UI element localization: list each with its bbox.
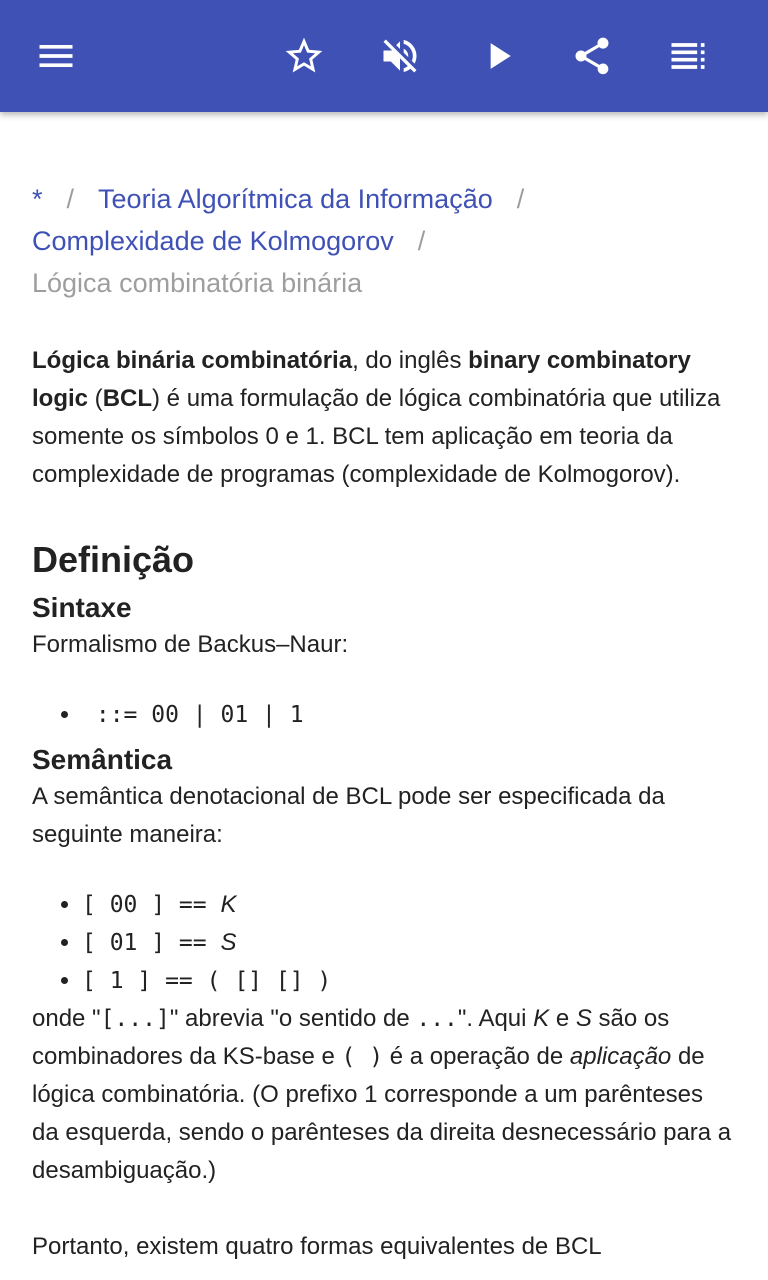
english-term-bold: binary combinatory logic (32, 347, 691, 412)
sintaxe-text: Formalismo de Backus–Naur: (32, 631, 349, 658)
app-toolbar (0, 0, 768, 112)
text: de lógica combinatória. (O prefixo 1 corresponde a um parênteses da esquerda, sendo o parênteses da direita desnecessário para a desambiguação.) (32, 1043, 732, 1184)
intro-paragraph (32, 342, 732, 494)
breadcrumb-link-kolmogorov[interactable]: Complexidade de Kolmogorov (32, 226, 394, 256)
bookmark-button[interactable] (274, 26, 334, 86)
breadcrumb-separator: / (516, 184, 525, 214)
text: onde " (32, 1005, 101, 1032)
list-item (82, 962, 732, 1000)
breadcrumb-separator: / (417, 226, 426, 256)
breadcrumb-current: Lógica combinatória binária (32, 268, 363, 298)
menu-button[interactable] (26, 26, 86, 86)
breadcrumb-link-root[interactable]: * (32, 184, 43, 214)
inline-code: ... (416, 1006, 458, 1032)
semantic-rule-code: [ 00 ] == (82, 892, 221, 918)
text: e (549, 1005, 576, 1032)
article-content (32, 112, 732, 1266)
share-button[interactable] (562, 26, 622, 86)
mute-button[interactable] (370, 26, 430, 86)
abbr-bold: BCL (102, 385, 153, 412)
volume-off-icon (378, 34, 422, 78)
combinator-symbol: K (220, 891, 237, 918)
share-icon (570, 34, 614, 78)
syntax-rule-code: ::= 00 | 01 | 1 (82, 702, 304, 728)
play-icon (476, 34, 520, 78)
semantic-rule-code: [ 01 ] == (82, 930, 221, 956)
play-button[interactable] (468, 26, 528, 86)
intro-text: , do inglês (352, 347, 469, 374)
text: são os combinadores da KS-base e (32, 1005, 670, 1070)
section-heading-definicao: Definição (32, 539, 195, 580)
text: é a operação de (383, 1043, 570, 1070)
breadcrumb-separator: / (66, 184, 75, 214)
subsection-heading-semantica: Semântica (32, 744, 173, 775)
inline-code: [...] (100, 1006, 170, 1032)
next-paragraph: Portanto, existem quatro formas equivalentes de BCL (32, 1233, 602, 1260)
intro-text: ( (88, 385, 103, 412)
symbol-k: K (533, 1005, 550, 1032)
subsection-heading-sintaxe: Sintaxe (32, 592, 132, 623)
semantics-list (32, 886, 732, 1000)
list-item (82, 696, 732, 734)
combinator-symbol: S (220, 929, 237, 956)
breadcrumb-link-teoria[interactable]: Teoria Algorítmica da Informação (98, 184, 493, 214)
list-item (82, 924, 732, 962)
intro-text: ) é uma formulação de lógica combinatória que utiliza somente os símbolos 0 e 1. BCL tem aplicação em teoria da complexidade de programas (complexidade de Kolmogorov). (32, 385, 721, 488)
contents-button[interactable] (658, 26, 718, 86)
list-item (82, 886, 732, 924)
spacer (32, 854, 732, 886)
semantic-rule-code: [ 1 ] == ( [] [] ) (82, 968, 332, 994)
text: ". Aqui (457, 1005, 534, 1032)
star-icon (282, 34, 326, 78)
text: " abrevia "o sentido de (169, 1005, 417, 1032)
term-bold: Lógica binária combinatória (32, 347, 353, 374)
menu-icon (34, 34, 78, 78)
syntax-list (32, 696, 732, 734)
playlist-icon (666, 34, 710, 78)
breadcrumb (32, 178, 732, 304)
inline-code: ( ) (341, 1044, 384, 1070)
semantica-text: A semântica denotacional de BCL pode ser especificada da seguinte maneira: (32, 783, 665, 848)
symbol-s: S (575, 1005, 592, 1032)
semantica-explanation (32, 1000, 732, 1190)
emphasis-aplicacao: aplicação (569, 1043, 672, 1070)
spacer (32, 664, 732, 696)
